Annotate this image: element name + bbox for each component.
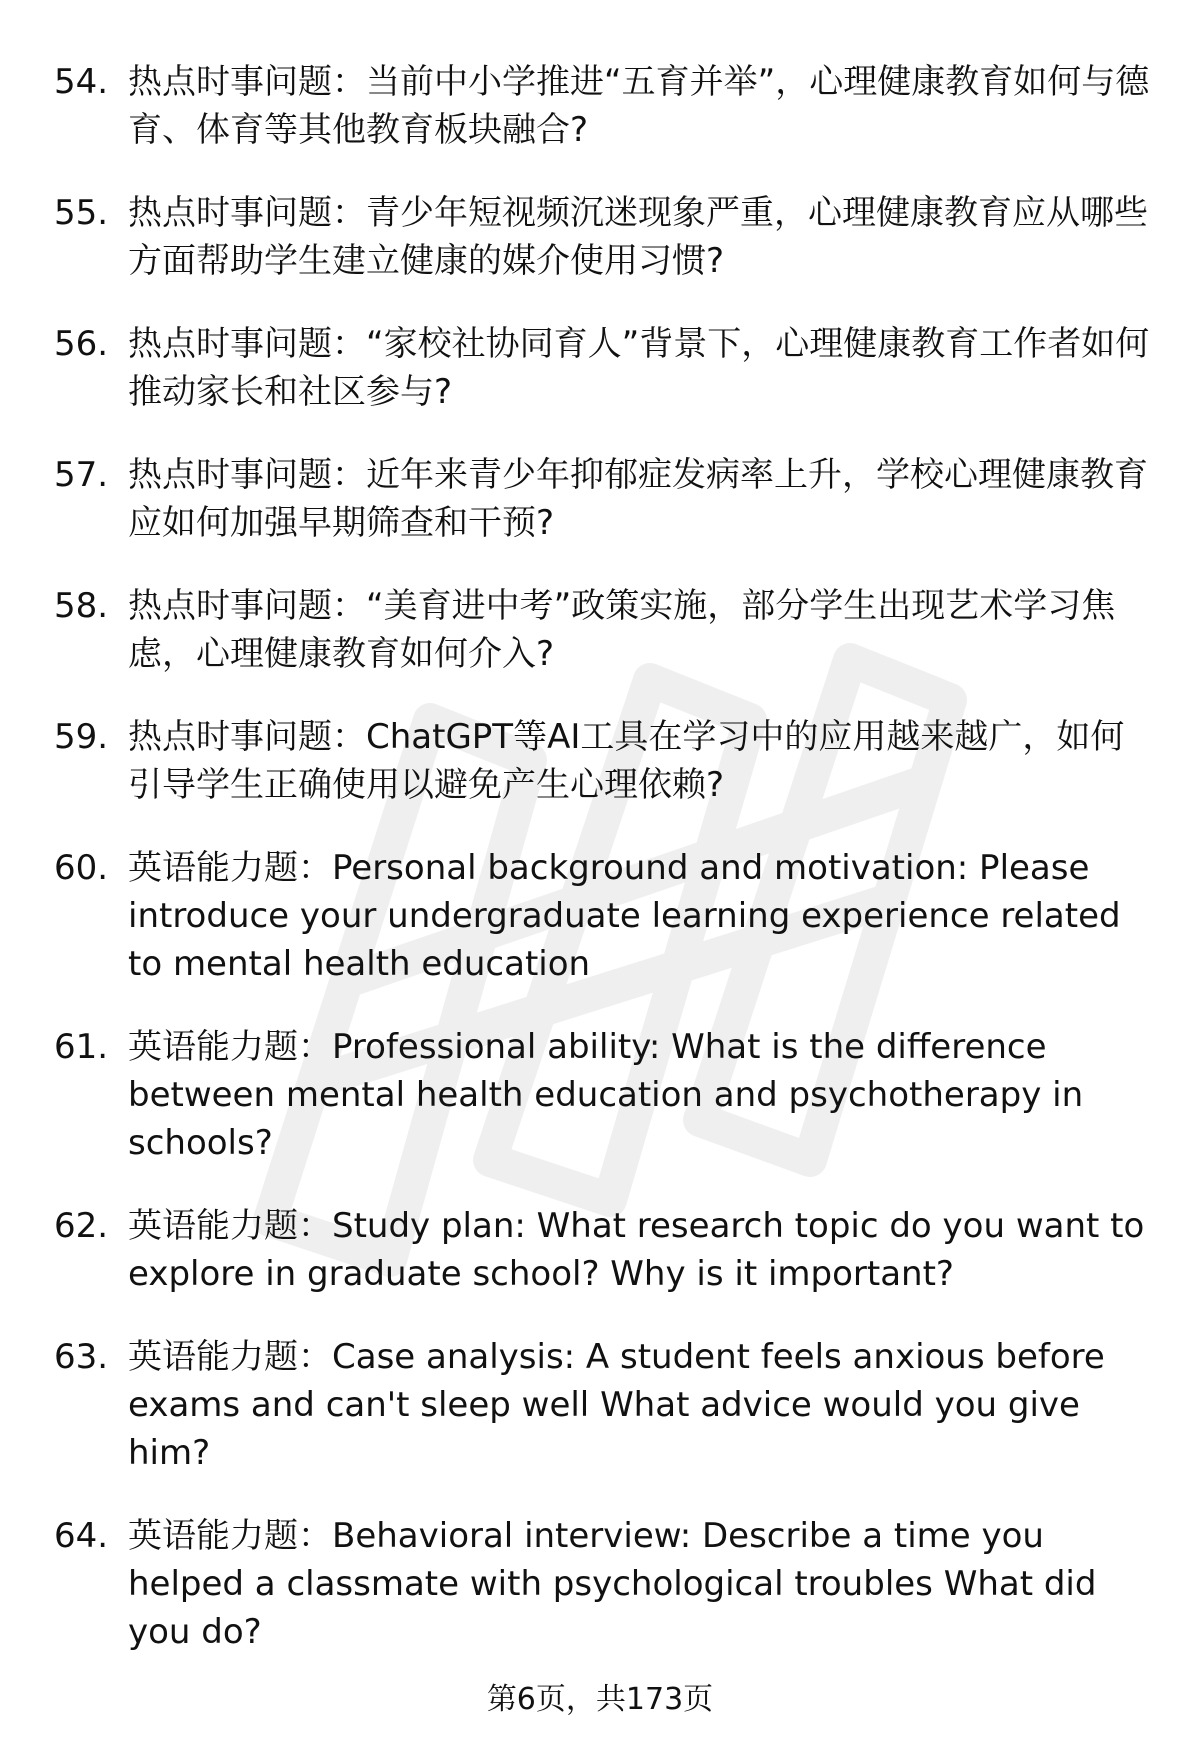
list-item — [54, 844, 1154, 988]
question-text: 热点时事问题：近年来青少年抑郁症发病率上升，学校心理健康教育应如何加强早期筛查和干预? — [128, 455, 1148, 543]
question-number: 62. — [54, 1206, 109, 1246]
question-text: 热点时事问题：当前中小学推进“五育并举”，心理健康教育如何与德育、体育等其他教育板块融合? — [128, 62, 1150, 150]
question-text: 英语能力题：Case analysis: A student feels anxious before exams and can't sleep well What advice would you give him? — [128, 1337, 1105, 1473]
question-text: 英语能力题：Behavioral interview: Describe a time you helped a classmate with psychological troubles What did you do? — [128, 1516, 1097, 1652]
list-item — [54, 320, 1154, 416]
question-text: 热点时事问题：“家校社协同育人”背景下，心理健康教育工作者如何推动家长和社区参与? — [128, 324, 1150, 412]
list-item — [54, 1333, 1154, 1477]
question-number: 60. — [54, 848, 109, 888]
list-item — [54, 1512, 1154, 1656]
question-number: 55. — [54, 193, 109, 233]
question-number: 64. — [54, 1516, 109, 1556]
page-number-footer: 第6页，共173页 — [486, 1682, 714, 1717]
question-text: 英语能力题：Study plan: What research topic do you want to explore in graduate school? Why is it important? — [128, 1206, 1145, 1294]
question-number: 56. — [54, 324, 109, 364]
list-item — [54, 189, 1154, 285]
question-number: 59. — [54, 717, 109, 757]
list-item — [54, 451, 1154, 547]
list-item — [54, 582, 1154, 678]
question-text: 热点时事问题：青少年短视频沉迷现象严重，心理健康教育应从哪些方面帮助学生建立健康的媒介使用习惯? — [128, 193, 1148, 281]
question-number: 57. — [54, 455, 109, 495]
list-item — [54, 1023, 1154, 1167]
question-text: 英语能力题：Professional ability: What is the difference between mental health education and psychotherapy in schools? — [128, 1027, 1084, 1163]
question-number: 63. — [54, 1337, 109, 1377]
list-item — [54, 1202, 1154, 1298]
question-list — [54, 58, 1154, 1691]
list-item — [54, 58, 1154, 154]
question-number: 54. — [54, 62, 109, 102]
list-item — [54, 713, 1154, 809]
question-text: 热点时事问题：“美育进中考”政策实施，部分学生出现艺术学习焦虑，心理健康教育如何介入? — [128, 586, 1116, 674]
question-text: 热点时事问题：ChatGPT等AI工具在学习中的应用越来越广，如何引导学生正确使用以避免产生心理依赖? — [128, 717, 1125, 805]
question-number: 61. — [54, 1027, 109, 1067]
question-text: 英语能力题：Personal background and motivation: Please introduce your undergraduate learning experience related to mental health education — [128, 848, 1121, 984]
question-number: 58. — [54, 586, 109, 626]
